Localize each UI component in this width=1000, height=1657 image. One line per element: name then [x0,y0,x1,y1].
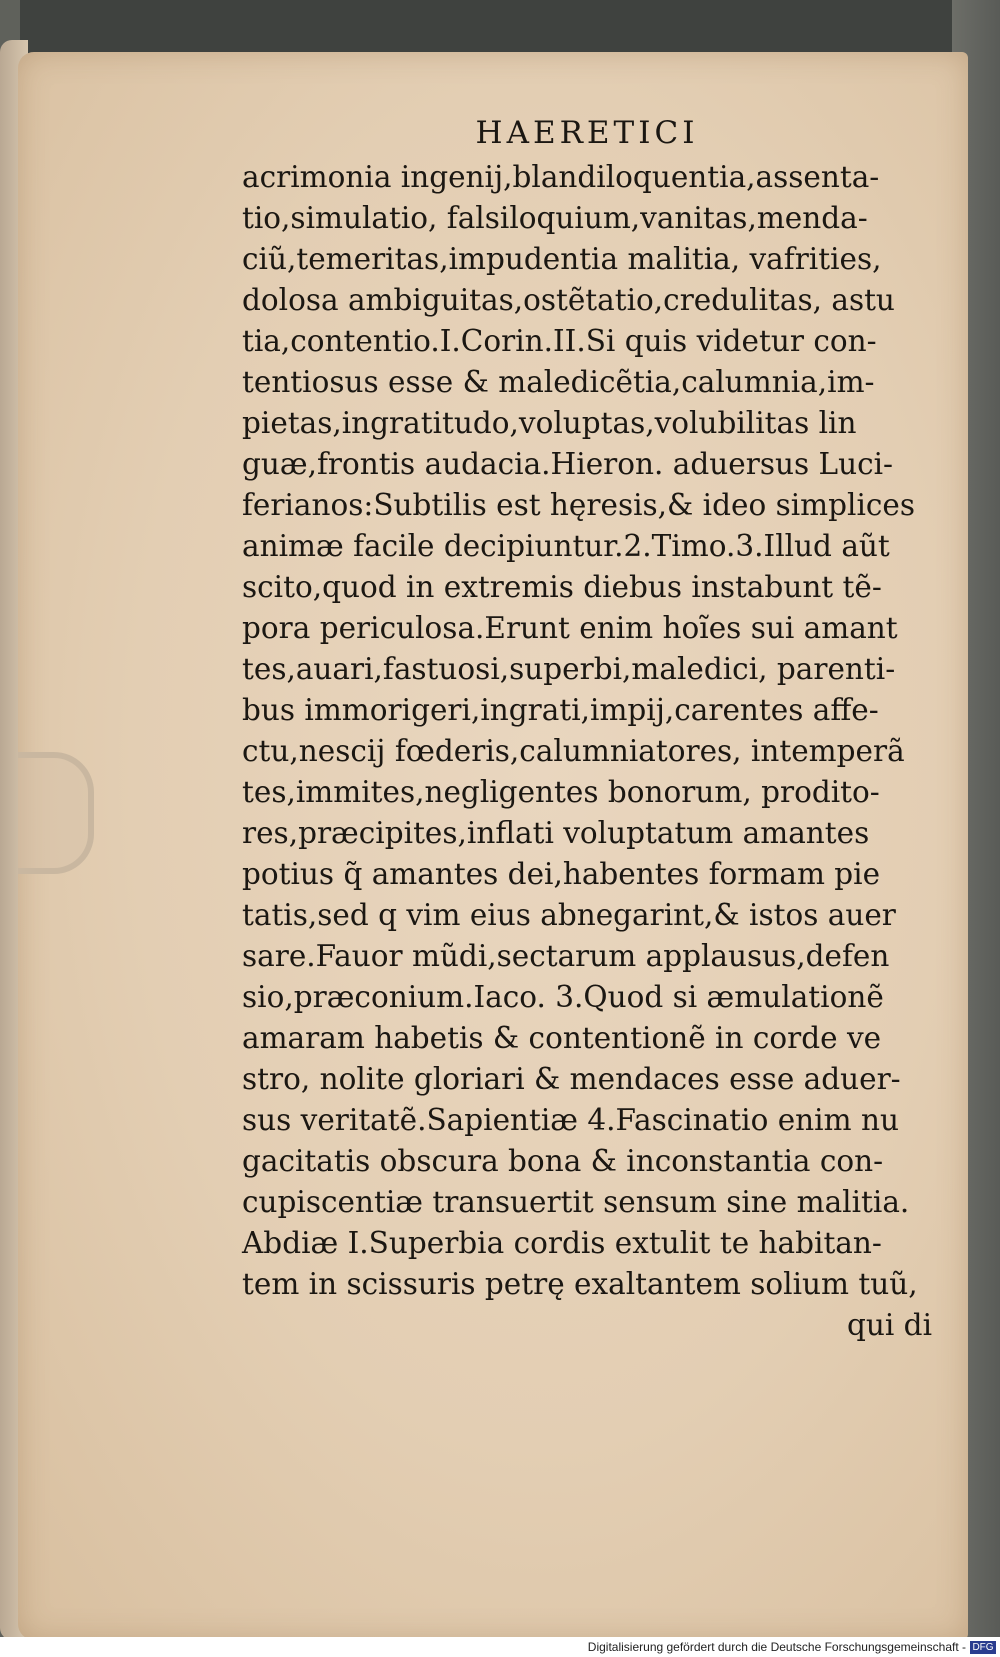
text-line: ciũ,temeritas,impudentia malitia, vafrities, [242,242,882,276]
text-line: sus veritatẽ.Sapientiæ 4.Fascinatio enim nu [242,1103,899,1137]
text-line: pora periculosa.Erunt enim hoĩes sui amant [242,611,898,645]
text-line: dolosa ambiguitas,ostẽtatio,credulitas, astu [242,283,895,317]
running-header: HAERETICI [475,115,699,151]
text-line: pietas,ingratitudo,voluptas,volubilitas lin [242,406,857,440]
text-line: tia,contentio.I.Corin.II.Si quis videtur con- [242,324,877,358]
text-line: res,præcipites,inflati voluptatum amantes [242,816,870,850]
text-line: tem in scissuris petrę exaltantem solium tuũ, [242,1267,918,1301]
text-line: potius q̃ amantes dei,habentes formam pie [242,857,881,891]
text-line: Abdiæ I.Superbia cordis extulit te habitan- [242,1226,882,1260]
text-line: stro, nolite gloriari & mendaces esse aduer- [242,1062,901,1096]
text-line: animæ facile decipiuntur.2.Timo.3.Illud aũt [242,529,890,563]
text-line: amaram habetis & contentionẽ in corde ve [242,1021,882,1055]
dfg-logo: DFG [970,1641,996,1654]
text-line: tio,simulatio, falsiloquium,vanitas,menda- [242,201,868,235]
text-line: gacitatis obscura bona & inconstantia con- [242,1144,884,1178]
clasp-loop [18,752,94,874]
text-line: guæ,frontis audacia.Hieron. aduersus Luci- [242,447,893,481]
text-line: bus immorigeri,ingrati,impij,carentes affe- [242,693,879,727]
text-line: tatis,sed q vim eius abnegarint,& istos auer [242,898,896,932]
text-block [242,115,932,1346]
footer-bar [0,1637,1000,1657]
text-line: sare.Fauor mũdi,sectarum applausus,defen [242,939,890,973]
footer-credit: Digitalisierung gefördert durch die Deutsche Forschungsgemeinschaft - [587,1640,966,1654]
text-line: scito,quod in extremis diebus instabunt tẽ- [242,570,882,604]
text-line: tes,auari,fastuosi,superbi,maledici, parenti- [242,652,896,686]
text-line: sio,præconium.Iaco. 3.Quod si æmulationẽ [242,980,884,1014]
book-cover-top [20,0,1000,60]
catchword: qui di [846,1308,932,1342]
text-line: tentiosus esse & maledicẽtia,calumnia,im- [242,365,875,399]
text-line: ctu,nescij fœderis,calumniatores, intemperã [242,734,905,768]
text-line: tes,immites,negligentes bonorum, prodito- [242,775,880,809]
text-line: cupiscentiæ transuertit sensum sine malitia. [242,1185,910,1219]
text-line: acrimonia ingenij,blandiloquentia,assenta- [242,160,880,194]
text-line: ferianos:Subtilis est hęresis,& ideo simplices [242,488,916,522]
